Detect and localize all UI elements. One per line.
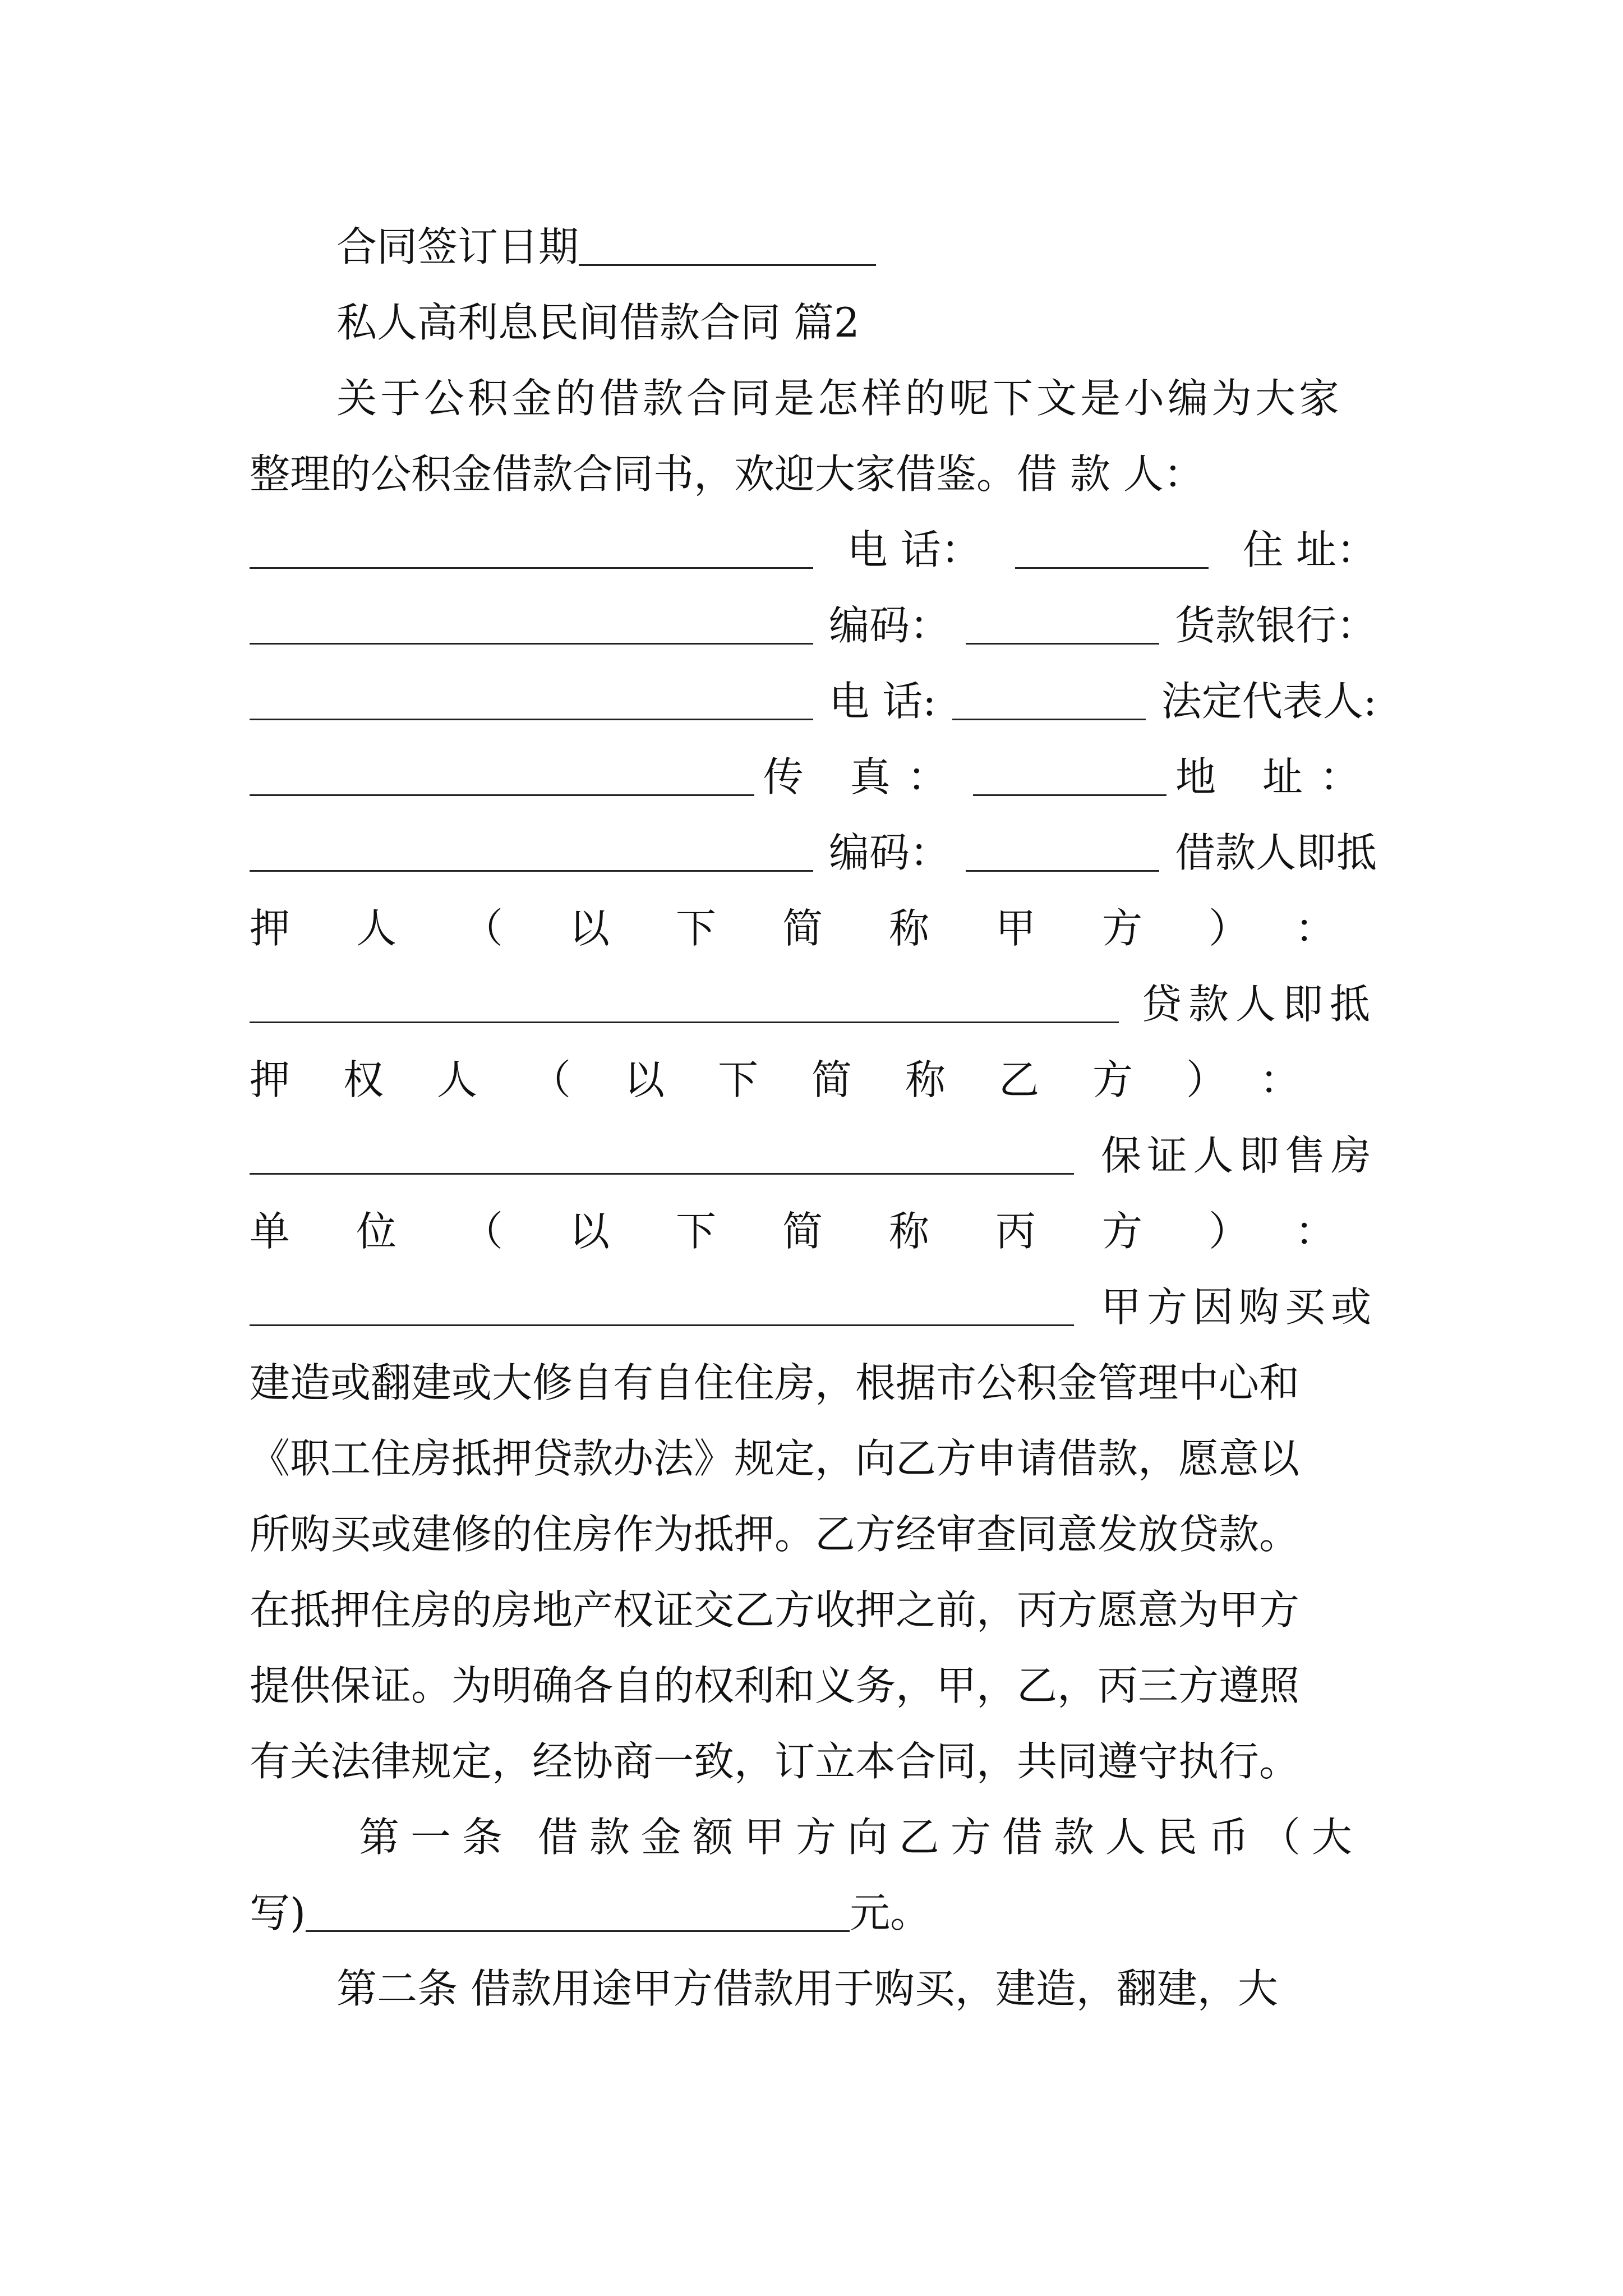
paragraph-line [250, 1419, 1377, 1487]
field-label: 编码： [828, 829, 950, 876]
blank-line [250, 643, 813, 645]
field-label: 传 真： [763, 753, 965, 800]
paragraph-text: 所购买或建修的住房作为抵押。乙方经审查同意发放贷款。 [250, 1511, 1300, 1558]
sign-date-blank [579, 264, 876, 266]
party-line [250, 889, 1402, 956]
paragraph-text: 《职工住房抵押贷款办法》规定，向乙方申请借款，愿意以 [250, 1435, 1300, 1482]
party-text: 押人（以下简称甲方）： [250, 905, 1402, 952]
field-label: 甲方因购买或 [1100, 1283, 1377, 1331]
amount-blank [306, 1930, 850, 1932]
blank-line [250, 1173, 1074, 1175]
blank-line [973, 794, 1166, 796]
field-label: 货款银行： [1174, 602, 1377, 649]
amount-line [250, 1874, 1377, 1941]
field-line [250, 1116, 1377, 1184]
party-line [250, 1041, 1377, 1108]
blank-line [250, 1022, 1119, 1023]
party-text: 单位（以下简称丙方）： [250, 1208, 1402, 1255]
field-label: 电 话： [847, 526, 981, 573]
paragraph-text: 整理的公积金借款合同书，欢迎大家借鉴。借 款 人： [250, 450, 1204, 498]
paragraph-line [250, 1646, 1377, 1714]
field-label: 保证人即售房 [1100, 1132, 1377, 1179]
blank-line [1015, 567, 1209, 569]
blank-line [966, 643, 1159, 645]
paragraph-text: 建造或翻建或大修自有自住住房，根据市公积金管理中心和 [250, 1359, 1300, 1406]
field-line [250, 1268, 1377, 1335]
blank-line [966, 870, 1159, 872]
blank-line [250, 794, 754, 796]
blank-line [952, 719, 1146, 720]
paragraph-text: 提供保证。为明确各自的权利和义务，甲，乙，丙三方遵照 [250, 1662, 1300, 1709]
article-2-text: 第二条 借款用途甲方借款用于购买，建造，翻建，大 [336, 1965, 1278, 2012]
paragraph-line [250, 1495, 1377, 1562]
article-1-text: 第一条 借款金额甲方向乙方借款人民币（大 [359, 1814, 1363, 1861]
article-1-line [359, 1798, 1377, 1865]
paragraph-line [250, 435, 1377, 502]
sign-date-line [336, 208, 897, 275]
party-text: 押权人（以下简称乙方）： [250, 1056, 1354, 1103]
blank-line [250, 1324, 1074, 1326]
field-label: 借款人即抵 [1174, 829, 1377, 876]
field-label: 地 址： [1175, 753, 1377, 800]
paragraph-line [250, 1722, 1377, 1789]
party-line [250, 1192, 1402, 1259]
paragraph-line [250, 1571, 1377, 1638]
field-label: 贷款人即抵 [1141, 981, 1377, 1028]
field-line [250, 738, 1377, 805]
section-heading-text: 私人高利息民间借款合同 篇2 [336, 299, 860, 346]
field-line [250, 813, 1377, 881]
section-heading [336, 283, 1009, 351]
field-label: 写) [250, 1889, 306, 1936]
field-line [250, 586, 1377, 654]
sign-date-label: 合同签订日期 [336, 223, 579, 270]
article-2-line [336, 1949, 1377, 2017]
field-label: 住 址： [1243, 526, 1377, 573]
blank-line [250, 719, 813, 720]
field-label: 元。 [850, 1889, 931, 1936]
blank-line [250, 567, 813, 569]
field-line [250, 662, 1377, 729]
paragraph-line [250, 1343, 1377, 1411]
field-line [250, 510, 1377, 578]
field-label: 编码： [828, 602, 950, 649]
paragraph-text: 有关法律规定，经协商一致，订立本合同，共同遵守执行。 [250, 1738, 1300, 1785]
paragraph-line [336, 359, 1377, 426]
field-label: 电 话: [829, 678, 937, 725]
blank-line [250, 870, 813, 872]
field-line [250, 965, 1377, 1032]
field-label: 法定代表人: [1161, 678, 1377, 725]
paragraph-text: 关于公积金的借款合同是怎样的呢下文是小编为大家 [336, 375, 1343, 422]
paragraph-text: 在抵押住房的房地产权证交乙方收押之前，丙方愿意为甲方 [250, 1586, 1300, 1634]
